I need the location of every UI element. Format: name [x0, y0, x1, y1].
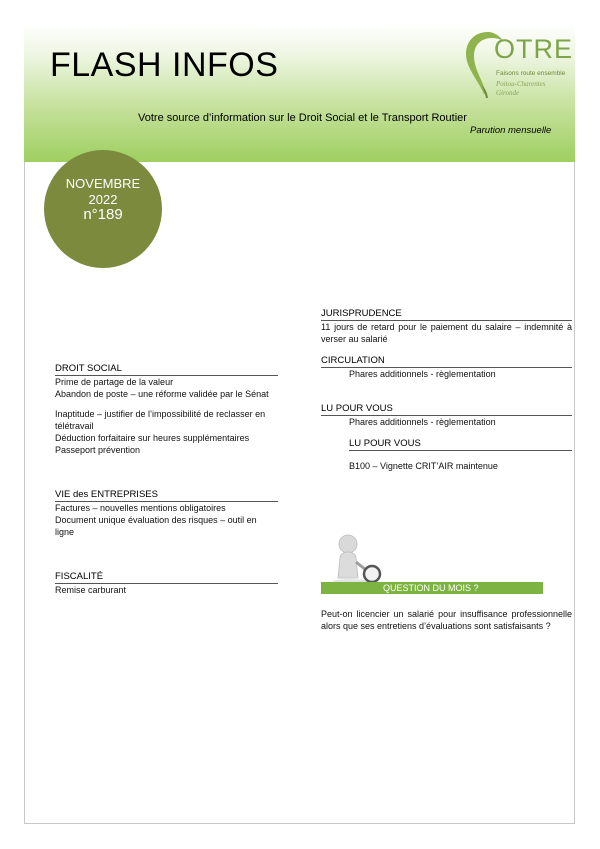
- otre-logo: [462, 28, 572, 100]
- newsletter-subtitle: Votre source d’information sur le Droit Social et le Transport Routier: [138, 112, 467, 124]
- magnifier-figure-icon: [330, 532, 384, 586]
- issue-badge: [44, 150, 162, 268]
- list-item[interactable]: Prime de partage de la valeur: [55, 377, 174, 387]
- list-item[interactable]: Passeport prévention: [55, 445, 141, 455]
- periodicity-label: Parution mensuelle: [470, 125, 552, 136]
- list-item[interactable]: B100 – Vignette CRIT’AIR maintenue: [349, 461, 498, 471]
- logo-name: OTRE: [494, 34, 574, 64]
- question-banner: [321, 582, 543, 594]
- list-item[interactable]: Factures – nouvelles mentions obligatoires: [55, 503, 226, 513]
- issue-year: 2022: [88, 192, 118, 207]
- list-item[interactable]: Inaptitude – justifier de l’impossibilité de reclasser en télétravail: [55, 409, 266, 431]
- section-title-fiscalite: FISCALITÉ: [55, 571, 278, 584]
- list-item[interactable]: Abandon de poste – une réforme validée par le Sénat: [55, 389, 269, 399]
- list-item[interactable]: Remise carburant: [55, 585, 127, 595]
- newsletter-title: FLASH INFOS: [50, 46, 279, 84]
- question-label: QUESTION DU MOIS ?: [383, 583, 479, 593]
- list-item[interactable]: Déduction forfaitaire sur heures supplémentaires: [55, 433, 250, 443]
- logo-tagline: Faisons route ensemble: [496, 70, 566, 77]
- list-item[interactable]: Phares additionnels - règlementation: [349, 369, 496, 379]
- section-title-circulation: CIRCULATION: [321, 355, 572, 368]
- section-title-lu-pour-vous: LU POUR VOUS: [349, 438, 572, 451]
- list-item[interactable]: Document unique évaluation des risques – outil en ligne: [55, 515, 257, 537]
- section-title-vie-entreprises: VIE des ENTREPRISES: [55, 489, 278, 502]
- issue-number: n°189: [83, 206, 123, 223]
- list-item[interactable]: 11 jours de retard pour le paiement du salaire – indemnité à verser au salarié: [321, 322, 572, 344]
- list-item[interactable]: Phares additionnels - règlementation: [349, 417, 496, 427]
- logo-region: Poitou-Charentes: [496, 80, 546, 88]
- section-title-droit-social: DROIT SOCIAL: [55, 363, 278, 376]
- section-title-lu-pour-vous: LU POUR VOUS: [321, 403, 572, 416]
- logo-subregion: Gironde: [496, 89, 520, 97]
- question-text: Peut-on licencier un salarié pour insuffisance professionnelle alors que ses entretiens d’évaluations sont satisfaisants ?: [321, 609, 572, 631]
- issue-month: NOVEMBRE: [65, 176, 141, 191]
- section-title-jurisprudence: JURISPRUDENCE: [321, 308, 572, 321]
